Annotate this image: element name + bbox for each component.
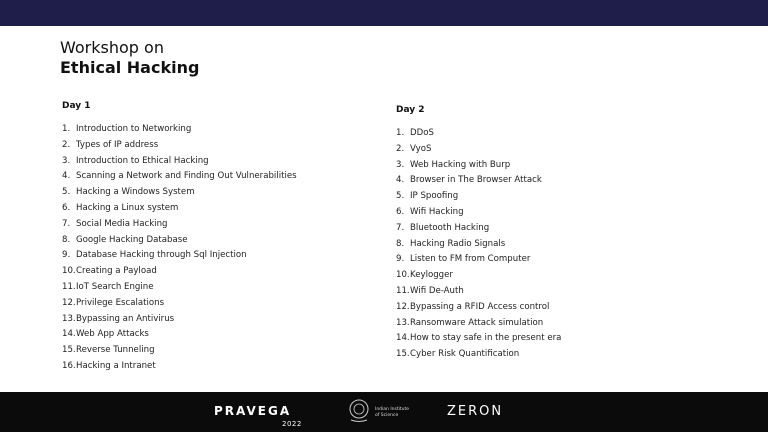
list-item: 3. Introduction to Ethical Hacking [62,155,209,166]
page-title [60,38,199,78]
list-item: 9. Database Hacking through Sql Injection [62,250,247,261]
pravega-logo: PRAVEGA 2022 [214,404,302,428]
day2-heading: Day 2 [396,105,425,115]
zeron-logo: ZERON [447,404,504,419]
list-item: 12. Bypassing a RFID Access control [396,301,550,312]
list-item: 8. Hacking Radio Signals [396,238,506,249]
list-item: 1. Introduction to Networking [62,124,192,134]
list-item: 16. Hacking a Intranet [62,360,156,371]
list-item: 4. Browser in The Browser Attack [396,175,542,186]
list-item: 13. Bypassing an Antivirus [62,313,175,324]
list-item: 1. DDoS [396,128,434,138]
list-item: 2. Types of IP address [62,139,159,150]
top-banner [0,0,768,26]
day1-column [62,100,402,375]
list-item: 12. Privilege Escalations [62,297,165,308]
iisc-seal-icon [347,398,371,424]
day2-list [396,126,736,363]
list-item: 15. Reverse Tunneling [62,345,155,356]
iisc-text: Indian Institute of Science [375,407,410,418]
title-line-1: Workshop on [60,38,164,57]
list-item: 7. Bluetooth Hacking [396,222,490,233]
list-item: 9. Listen to FM from Computer [396,254,531,265]
list-item: 10. Creating a Payload [62,266,157,277]
list-item: 3. Web Hacking with Burp [396,159,511,170]
list-item: 14. Web App Attacks [62,329,149,340]
day1-heading: Day 1 [62,101,91,111]
list-item: 11. IoT Search Engine [62,281,154,292]
list-item: 6. Hacking a Linux system [62,202,179,213]
day1-list [62,122,402,375]
day2-column [396,104,736,363]
pravega-year: 2022 [282,420,302,428]
list-item: 5. IP Spoofing [396,191,459,202]
title-line-2: Ethical Hacking [60,58,200,77]
iisc-logo [347,398,417,426]
list-item: 13. Ransomware Attack simulation [396,317,544,328]
footer-bar [0,392,768,432]
list-item: 2. VyoS [396,143,432,154]
list-item: 6. Wifi Hacking [396,206,464,217]
list-item: 4. Scanning a Network and Finding Out Vulnerabilities [62,171,297,182]
list-item: 5. Hacking a Windows System [62,187,195,198]
list-item: 10. Keylogger [396,270,453,281]
list-item: 7. Social Media Hacking [62,218,168,229]
list-item: 8. Google Hacking Database [62,234,188,245]
list-item: 11. Wifi De-Auth [396,285,464,296]
list-item: 14. How to stay safe in the present era [396,333,562,344]
list-item: 15. Cyber Risk Quantification [396,349,520,360]
